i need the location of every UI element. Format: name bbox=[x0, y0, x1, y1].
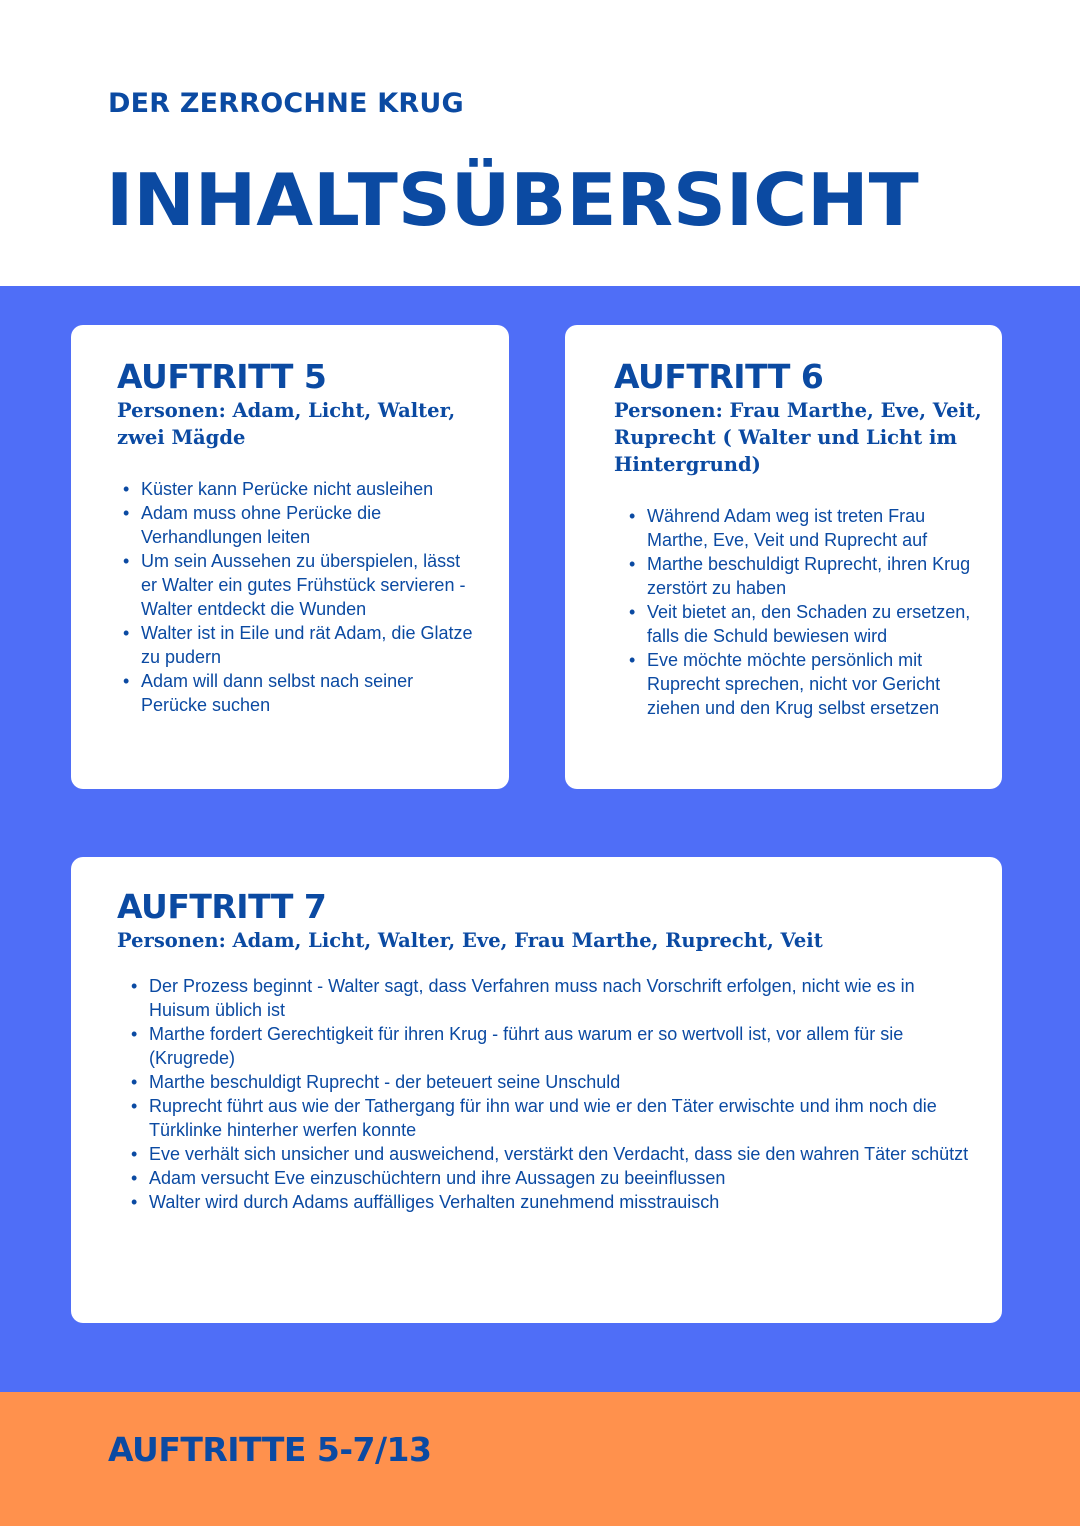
card-bullet-list bbox=[117, 974, 972, 1214]
list-item: • Ruprecht führt aus wie der Tathergang für ihn war und wie er den Täter erwischte und ihm noch die Türklinke hinterher werfen konnte bbox=[149, 1094, 972, 1142]
card-title: AUFTRITT 5 bbox=[117, 357, 327, 396]
list-item: • Marthe beschuldigt Ruprecht - der beteuert seine Unschuld bbox=[149, 1070, 972, 1094]
list-item: • Veit bietet an, den Schaden zu ersetzen, falls die Schuld bewiesen wird bbox=[647, 600, 988, 648]
card-persons: Personen: Adam, Licht, Walter, Eve, Frau Marthe, Ruprecht, Veit bbox=[117, 929, 823, 952]
footer-label: AUFTRITTE 5-7/13 bbox=[108, 1430, 432, 1469]
list-item: • Um sein Aussehen zu überspielen, lässt er Walter ein gutes Frühstück servieren - Walter entdeckt die Wunden bbox=[141, 549, 479, 621]
list-item: • Marthe beschuldigt Ruprecht, ihren Krug zerstört zu haben bbox=[647, 552, 988, 600]
list-item: • Adam muss ohne Perücke die Verhandlungen leiten bbox=[141, 501, 479, 549]
list-item: • Während Adam weg ist treten Frau Marthe, Eve, Veit und Ruprecht auf bbox=[647, 504, 988, 552]
list-item: • Eve verhält sich unsicher und ausweichend, verstärkt den Verdacht, dass sie den wahren Täter schützt bbox=[149, 1142, 972, 1166]
list-item: • Eve möchte möchte persönlich mit Ruprecht sprechen, nicht vor Gericht ziehen und den Krug selbst ersetzen bbox=[647, 648, 988, 720]
card-title: AUFTRITT 6 bbox=[614, 357, 824, 396]
card-bullet-list bbox=[614, 504, 988, 720]
list-item: • Küster kann Perücke nicht ausleihen bbox=[141, 477, 479, 501]
list-item: • Adam will dann selbst nach seiner Perücke suchen bbox=[141, 669, 479, 717]
card-persons-text: Personen: Adam, Licht, Walter, zwei Mägde bbox=[117, 399, 456, 449]
page-header bbox=[0, 0, 1080, 286]
list-item: • Walter wird durch Adams auffälliges Verhalten zunehmend misstrauisch bbox=[149, 1190, 972, 1214]
card-persons bbox=[117, 397, 479, 451]
card-persons: Personen: Frau Marthe, Eve, Veit, Ruprecht ( Walter und Licht im Hintergrund) bbox=[614, 399, 982, 476]
list-item: • Adam versucht Eve einzuschüchtern und ihre Aussagen zu beeinflussen bbox=[149, 1166, 972, 1190]
list-item: • Der Prozess beginnt - Walter sagt, dass Verfahren muss nach Vorschrift erfolgen, nicht wie es in Huisum üblich ist bbox=[149, 974, 972, 1022]
card-auftritt-5 bbox=[71, 325, 509, 789]
document-subtitle: DER ZERROCHNE KRUG bbox=[108, 88, 464, 119]
card-auftritt-7 bbox=[71, 857, 1002, 1323]
card-bullet-list bbox=[117, 477, 479, 717]
list-item: • Walter ist in Eile und rät Adam, die Glatze zu pudern bbox=[141, 621, 479, 669]
card-title: AUFTRITT 7 bbox=[117, 887, 327, 926]
list-item: • Marthe fordert Gerechtigkeit für ihren Krug - führt aus warum er so wertvoll ist, vor allem für sie (Krugrede) bbox=[149, 1022, 972, 1070]
card-auftritt-6 bbox=[565, 325, 1002, 789]
page-footer bbox=[0, 1392, 1080, 1526]
page-title: INHALTSÜBERSICHT bbox=[106, 158, 919, 242]
